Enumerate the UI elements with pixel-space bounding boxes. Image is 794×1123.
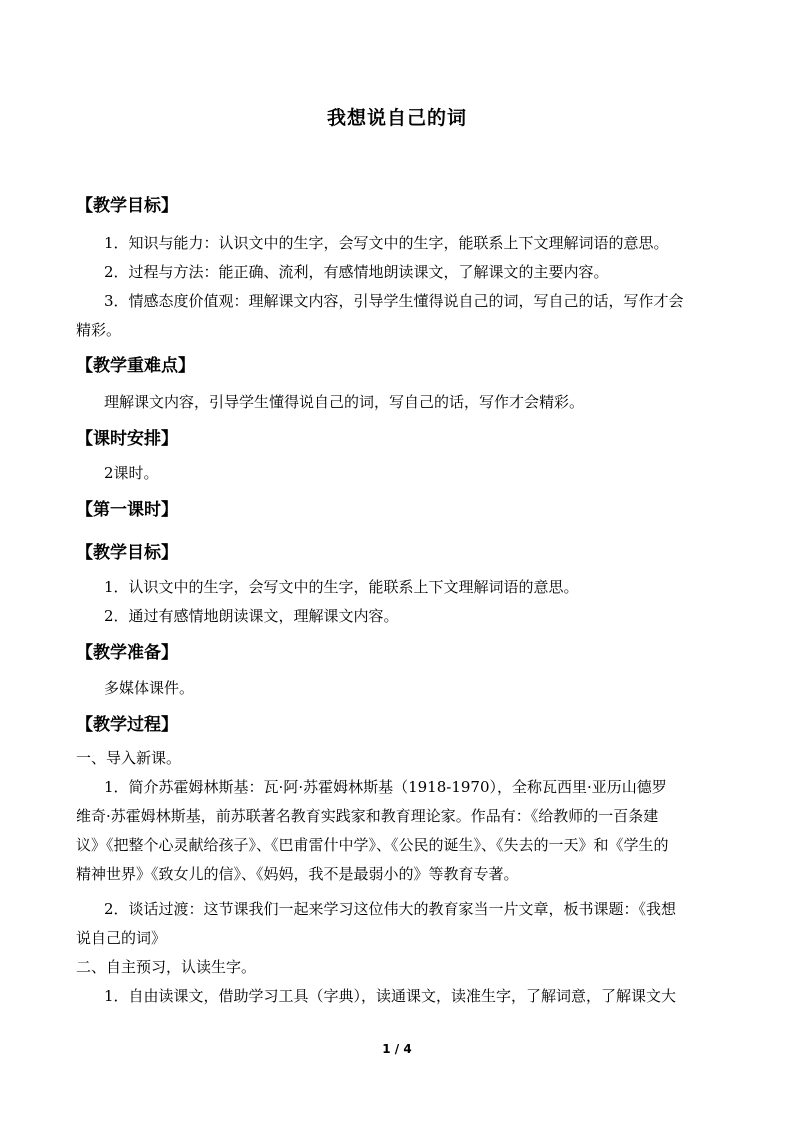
process-step-1: 一、导入新课。 (76, 749, 182, 767)
objectives-heading: 【教学目标】 (76, 196, 178, 216)
objective-item-2: 2．过程与方法：能正确、流利，有感情地朗读课文，了解课文的主要内容。 (104, 263, 609, 281)
process-step-1-item-1-line-4: 精神世界》《致女儿的信》、《妈妈，我不是最弱小的》等教育专著。 (76, 865, 519, 883)
key-points-heading: 【教学重难点】 (76, 356, 195, 376)
process-step-1-item-1-line-2: 维奇·苏霍姆林斯基，前苏联著名教育实践家和教育理论家。作品有：《给教师的一百条建 (76, 807, 659, 825)
lesson-objective-item-2: 2．通过有感情地朗读课文，理解课文内容。 (104, 607, 399, 625)
process-step-2-item-1: 1．自由读课文，借助学习工具（字典），读通课文，读准生字，了解词意，了解课文大 (104, 987, 677, 1005)
preparation-heading: 【教学准备】 (76, 643, 178, 663)
document-title: 我想说自己的词 (326, 107, 467, 129)
process-step-1-item-1-line-3: 议》《把整个心灵献给孩子》、《巴甫雷什中学》、《公民的诞生》、《失去的一天》和《学生的 (76, 836, 669, 854)
process-step-1-item-2-line-2: 说自己的词》 (76, 929, 167, 947)
key-points-text: 理解课文内容，引导学生懂得说自己的词，写自己的话，写作才会精彩。 (104, 393, 585, 411)
first-lesson-heading: 【第一课时】 (76, 500, 178, 520)
process-step-1-item-1: 1．简介苏霍姆林斯基：瓦·阿·苏霍姆林斯基（1918-1970），全称瓦西里·亚历山德罗 (104, 778, 667, 796)
page-number: 1 / 4 (382, 1042, 412, 1056)
schedule-heading: 【课时安排】 (76, 429, 178, 449)
lesson-objective-item-1: 1．认识文中的生字，会写文中的生字，能联系上下文理解词语的意思。 (104, 578, 579, 596)
objective-item-3: 3．情感态度价值观：理解课文内容，引导学生懂得说自己的词，写自己的话，写作才会 (104, 292, 684, 310)
process-step-2: 二、自主预习，认读生字。 (76, 958, 257, 976)
process-step-1-item-2: 2．谈话过渡：这节课我们一起来学习这位伟大的教育家当一片文章，板书课题：《我想 (104, 900, 677, 918)
objective-item-3-continued: 精彩。 (76, 321, 122, 339)
objective-item-1: 1．知识与能力：认识文中的生字，会写文中的生字，能联系上下文理解词语的意思。 (104, 234, 669, 252)
process-heading: 【教学过程】 (76, 715, 178, 735)
preparation-text: 多媒体课件。 (104, 679, 195, 697)
lesson-objectives-heading: 【教学目标】 (76, 543, 178, 563)
schedule-text: 2课时。 (104, 464, 159, 482)
